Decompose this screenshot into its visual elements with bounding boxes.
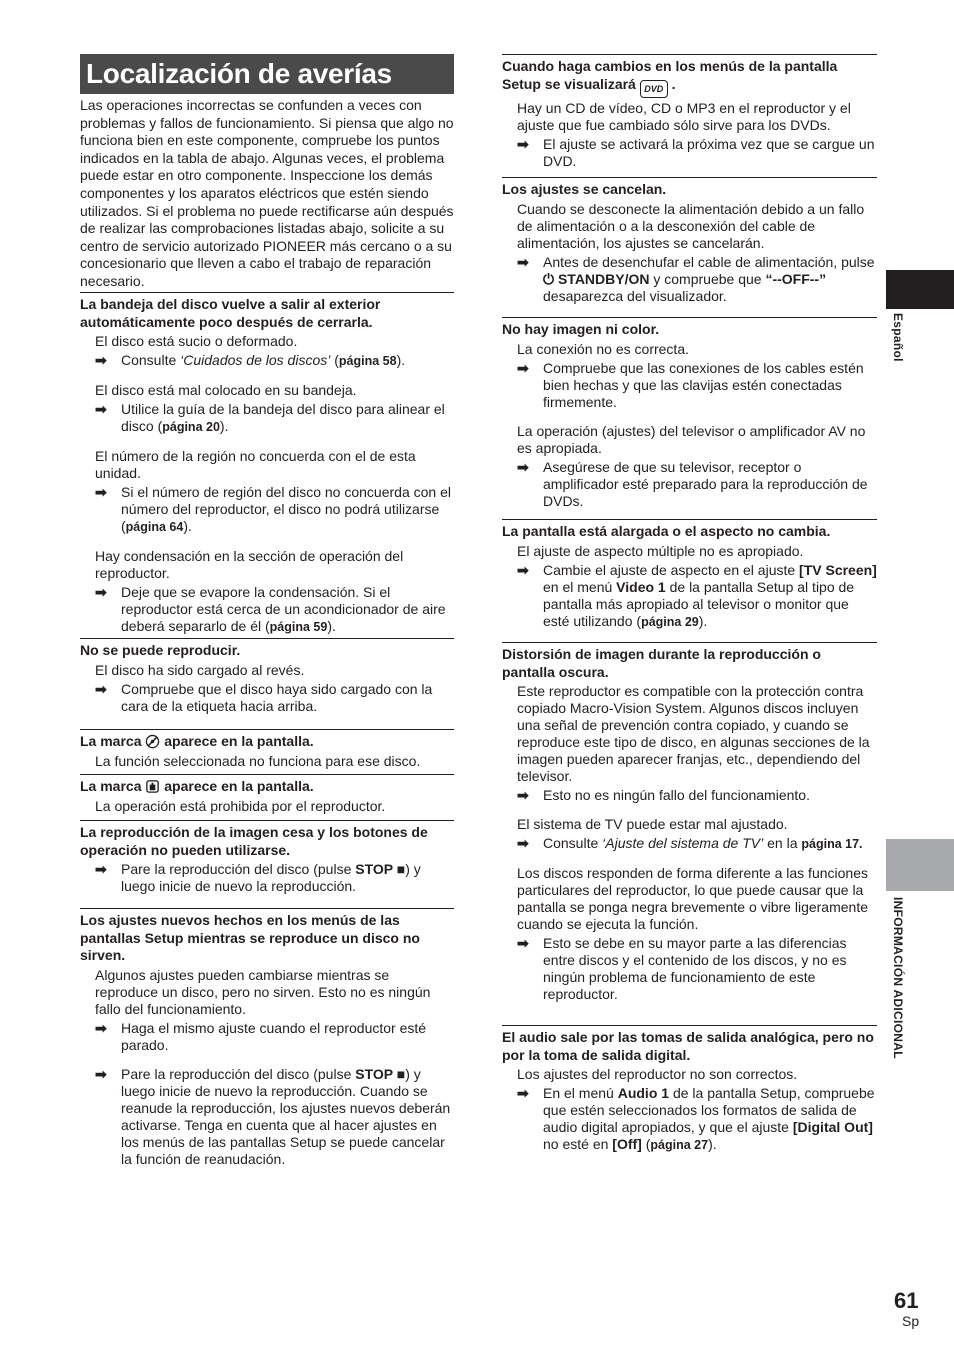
cause-text: La conexión no es correcta. (517, 340, 689, 357)
solution: ➡ Pare la reproducción del disco (pulse STOP ■) y luego inicie de nuevo la reproducción. (95, 861, 421, 895)
side-tab-black (886, 270, 954, 309)
solution: ➡ En el menú Audio 1 de la pantalla Setup, compruebe que estén seleccionados los formatos de salida de audio digital apropiados, y que el ajuste [Digital Out] no esté en [Off] (página 27). (517, 1085, 875, 1153)
arrow-icon: ➡ (517, 561, 529, 578)
section-settings-cancel (502, 177, 877, 305)
section-heading: No se puede reproducir. (80, 642, 241, 658)
cause-text: El número de la región no concuerda con el de esta unidad. (95, 448, 416, 482)
prohibited-hand-icon (145, 779, 160, 794)
section-heading: Distorsión de imagen durante la reproducción o pantalla oscura. (502, 646, 821, 680)
section-mark-function (80, 729, 454, 770)
cause-text: El ajuste de aspecto múltiple no es apropiado. (517, 542, 804, 559)
disc-hand-icon (145, 734, 160, 749)
solution: ➡ Si el número de región del disco no concuerda con el número del reproductor, el disco no podrá utilizarse (página 64). (95, 484, 451, 535)
arrow-icon: ➡ (95, 401, 107, 418)
solution: ➡ Pare la reproducción del disco (pulse STOP ■) y luego inicie de nuevo la reproducción. Cuando se reanude la reproducción, los ajustes nuevos deberán activarse. Tenga en cuenta que al hacer ajustes en los menús de las pantallas Setup se puede cancelar la función de reanudación. (95, 1065, 451, 1167)
side-section-label: INFORMACIÓN ADICIONAL (891, 897, 905, 1059)
section-heading: La bandeja del disco vuelve a salir al exterior automáticamente poco después de cerrarla. (80, 296, 381, 330)
arrow-icon: ➡ (95, 861, 107, 878)
cause-text: La operación (ajustes) del televisor o amplificador AV no es apropiada. (517, 422, 866, 456)
arrow-icon: ➡ (517, 458, 529, 475)
cause-text: El disco ha sido cargado al revés. (95, 661, 305, 678)
page-number: 61 (894, 1288, 919, 1313)
arrow-icon: ➡ (517, 135, 529, 152)
solution: ➡ Consulte ‘Cuidados de los discos’ (página 58). (95, 352, 406, 369)
arrow-icon: ➡ (95, 484, 107, 501)
solution: ➡ Consulte ‘Ajuste del sistema de TV’ en la página 17. (517, 835, 863, 852)
section-no-image (502, 317, 877, 510)
solution: ➡ Antes de desenchufar el cable de alimentación, pulse ⏻ STANDBY/ON y compruebe que “--OFF--” desaparezca del visualizador. (517, 253, 875, 304)
section-heading: No hay imagen ni color. (502, 321, 660, 337)
section-tray-ejects (80, 292, 454, 636)
solution: ➡ El ajuste se activará la próxima vez que se cargue un DVD. (517, 135, 875, 169)
cause-text: Los discos responden de forma diferente a las funciones particulares del reproductor, lo que puede causar que la pantalla se ponga negra brevemente o vibre ligeramente cuando se ejecuta la función. (517, 865, 869, 933)
page-title: Localización de averías (80, 54, 454, 94)
section-heading: La pantalla está alargada o el aspecto no cambia. (502, 523, 831, 539)
section-cannot-play (80, 638, 454, 715)
solution: ➡ Utilice la guía de la bandeja del disco para alinear el disco (página 20). (95, 401, 445, 435)
cause-text: La función seleccionada no funciona para ese disco. (95, 752, 421, 769)
dvd-icon: DVD (640, 80, 668, 98)
arrow-icon: ➡ (95, 584, 107, 601)
arrow-icon: ➡ (517, 935, 529, 952)
cause-text: Los ajustes del reproductor no son correctos. (517, 1066, 798, 1083)
side-language-label: Español (891, 313, 905, 362)
section-aspect (502, 519, 877, 631)
solution: ➡ Cambie el ajuste de aspecto en el ajuste [TV Screen] en el menú Video 1 de la pantalla Setup al tipo de pantalla más apropiado al televisor o monitor que esté utilizando (página 29). (517, 561, 877, 629)
section-mark-prohibited (80, 774, 454, 815)
section-settings-not-working (80, 908, 454, 1168)
cause-text: El sistema de TV puede estar mal ajustado. (517, 816, 788, 833)
section-setup-dvd-icon (502, 54, 877, 170)
section-heading: La marca aparece en la pantalla. (80, 778, 314, 794)
solution: ➡ Compruebe que el disco haya sido cargado con la cara de la etiqueta hacia arriba. (95, 680, 433, 714)
cause-text: Algunos ajustes pueden cambiarse mientras se reproduce un disco, pero no sirven. Esto no es ningún fallo del funcionamiento. (95, 966, 431, 1017)
arrow-icon: ➡ (95, 352, 107, 369)
arrow-icon: ➡ (517, 835, 529, 852)
solution: ➡ Asegúrese de que su televisor, receptor o amplificador esté preparado para la reproducción de DVDs. (517, 458, 868, 509)
arrow-icon: ➡ (517, 787, 529, 804)
cause-text: Hay condensación en la sección de operación del reproductor. (95, 548, 404, 582)
solution: ➡ Haga el mismo ajuste cuando el reproductor esté parado. (95, 1019, 427, 1053)
side-tab-gray (886, 839, 954, 891)
cause-text: Cuando se desconecte la alimentación debido a un fallo de alimentación o a la desconexión del cable de alimentación, los ajustes se cancelarán. (517, 200, 865, 251)
arrow-icon: ➡ (95, 1019, 107, 1036)
cause-text: La operación está prohibida por el reproductor. (95, 797, 386, 814)
section-heading: Los ajustes se cancelan. (502, 181, 667, 197)
section-heading: La marca aparece en la pantalla. (80, 733, 314, 749)
cause-text: Este reproductor es compatible con la protección contra copiado Macro-Vision System. Algunos discos incluyen una señal de prevención contra copiado, y cuando se reproduce este tipo de disco, en algunas secciones de la imagen pueden aparecer franjas, etc., dependiendo del televisor. (517, 683, 870, 785)
arrow-icon: ➡ (517, 1085, 529, 1102)
arrow-icon: ➡ (517, 253, 529, 270)
solution: ➡ Esto no es ningún fallo del funcionamiento. (517, 787, 810, 804)
solution: ➡ Compruebe que las conexiones de los cables estén bien hechas y que las clavijas estén conectadas firmemente. (517, 359, 864, 410)
cause-text: El disco está sucio o deformado. (95, 333, 298, 350)
section-distortion (502, 642, 877, 1003)
arrow-icon: ➡ (95, 1065, 107, 1082)
section-heading: Los ajustes nuevos hechos en los menús de las pantallas Setup mientras se reproduce un disco no sirven. (80, 912, 420, 964)
section-audio-digital (502, 1025, 877, 1154)
solution: ➡ Esto se debe en su mayor parte a las diferencias entre discos y el contenido de los discos, y no es ningún problema de funcionamiento de este reproductor. (517, 935, 847, 1003)
cause-text: Hay un CD de vídeo, CD o MP3 en el reproductor y el ajuste que fue cambiado sólo sirve para los DVDs. (517, 99, 851, 133)
intro-paragraph: Las operaciones incorrectas se confunden a veces con problemas y fallos de funcionamiento. Si piensa que algo no funciona bien en este componente, compruebe los puntos indicados en la tabla de abajo. Algunas veces, el problema puede estar en otro componente. Inspeccione los demás componentes y los aparatos eléctricos que estén siendo utilizados. Si el problema no puede rectificarse aún después de realizar las comprobaciones listadas abajo, solicite a su centro de servicio autorizado PIONEER más cercano o a su concesionario que lleven a cabo el trabajo de reparación necesario. (80, 97, 454, 289)
arrow-icon: ➡ (517, 359, 529, 376)
arrow-icon: ➡ (95, 680, 107, 697)
section-heading: La reproducción de la imagen cesa y los botones de operación no pueden utilizarse. (80, 824, 428, 858)
section-image-stops (80, 820, 454, 895)
section-heading: El audio sale por las tomas de salida analógica, pero no por la toma de salida digital. (502, 1029, 874, 1063)
page-suffix: Sp (902, 1313, 920, 1329)
section-heading: Cuando haga cambios en los menús de la pantalla Setup se visualizará DVD . (502, 58, 877, 98)
cause-text: El disco está mal colocado en su bandeja. (95, 382, 357, 399)
solution: ➡ Deje que se evapore la condensación. Si el reproductor está cerca de un acondicionador de aire deberá separarlo de él (página 59). (95, 584, 446, 635)
